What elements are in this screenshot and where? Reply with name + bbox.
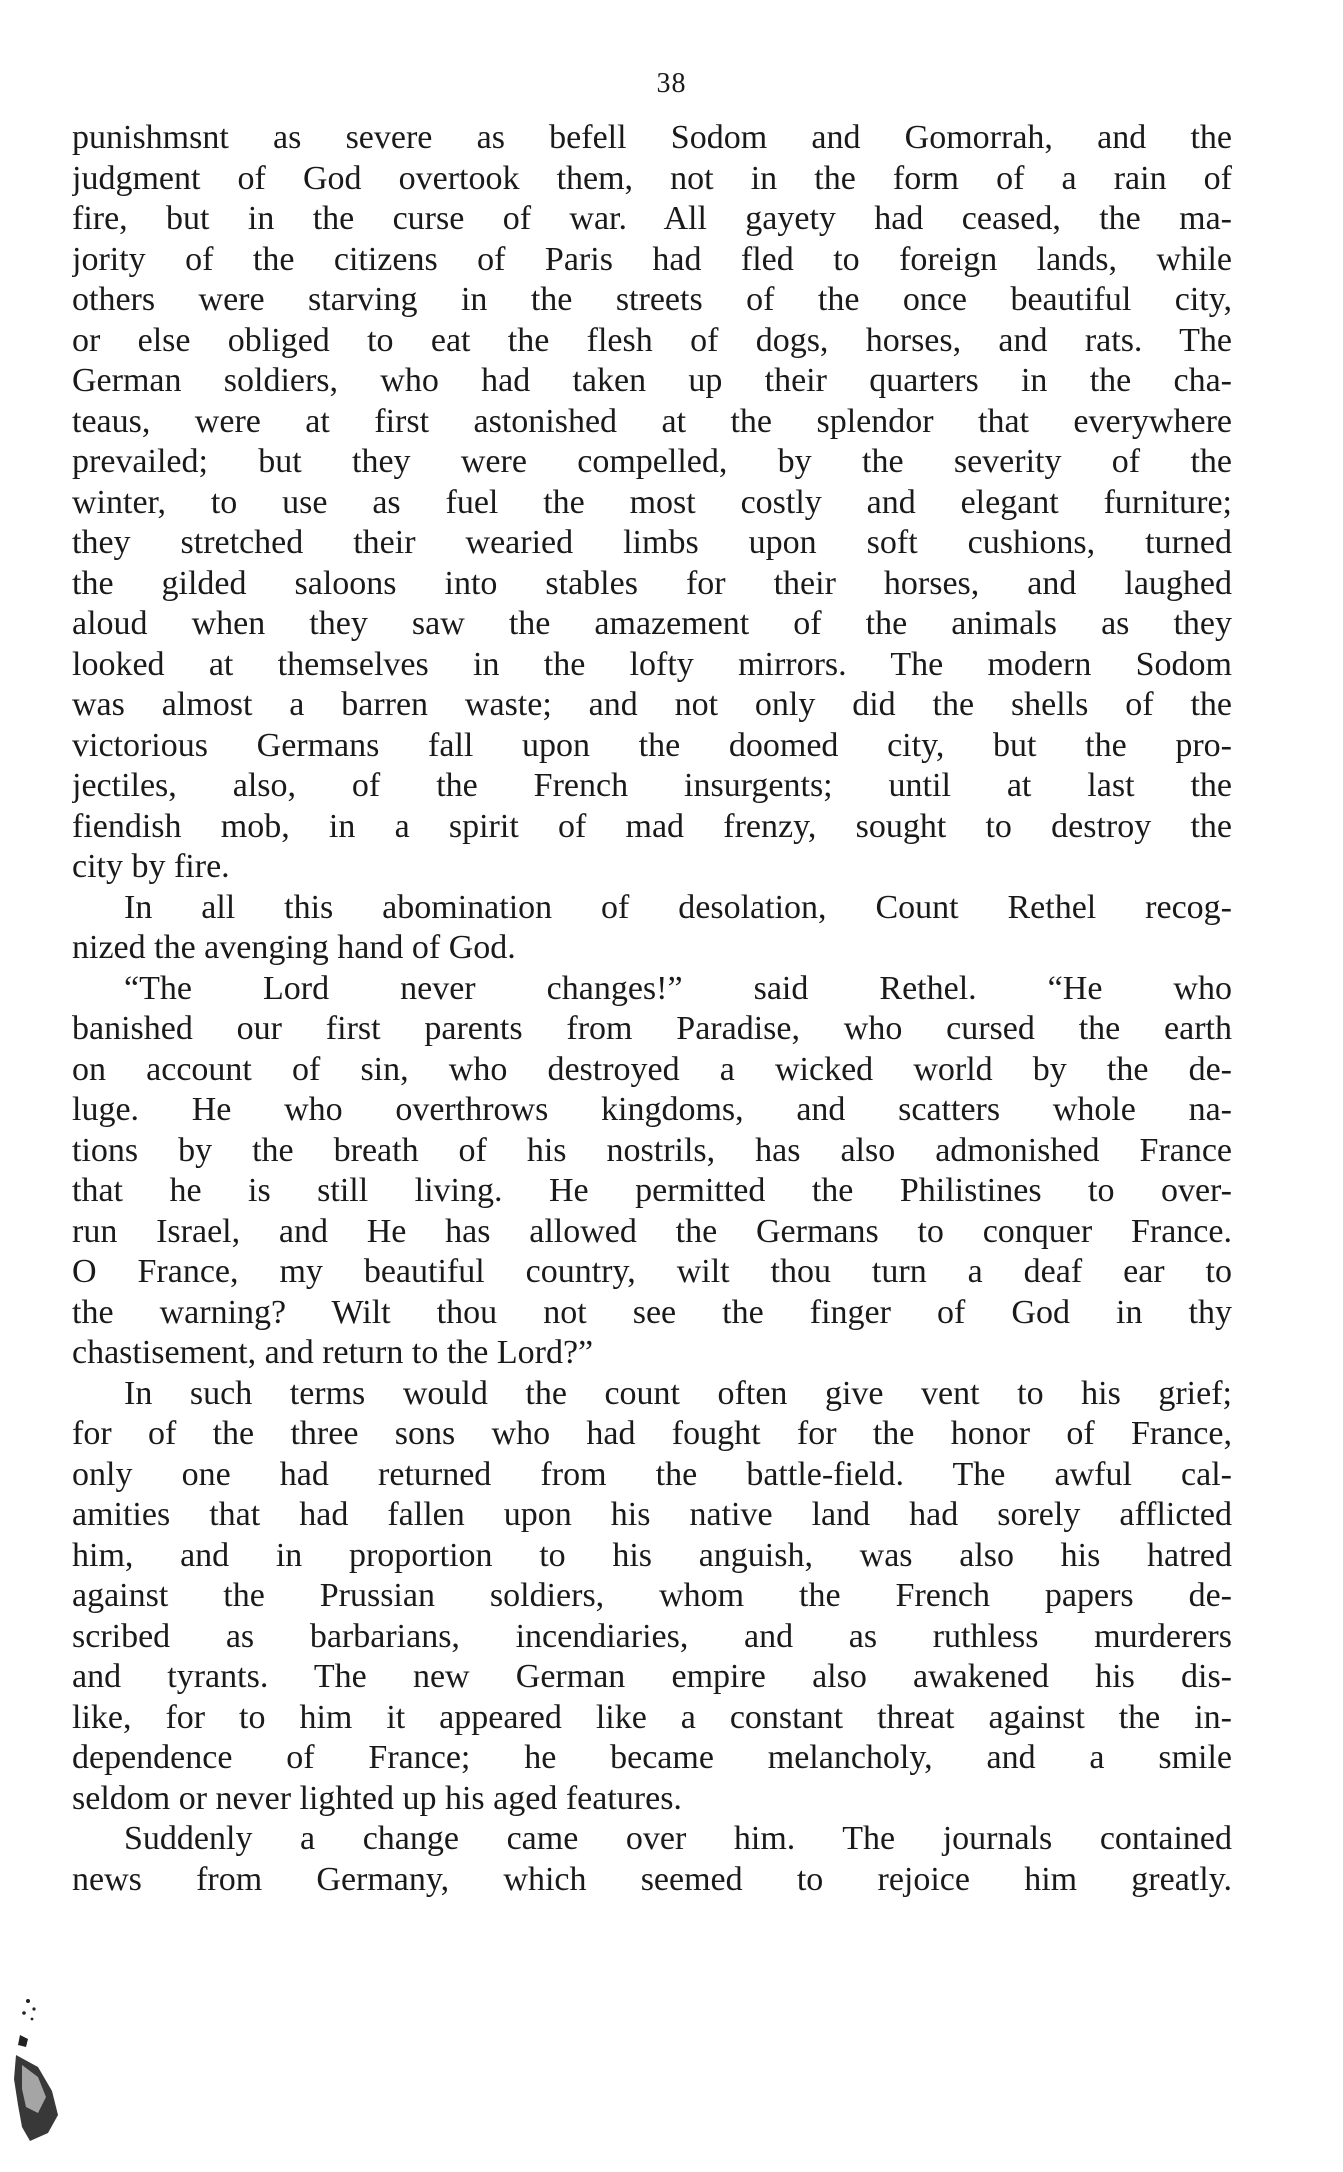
body-text (72, 118, 1232, 1900)
text-line: luge. He who overthrows kingdoms, and scatters whole na- (72, 1091, 1232, 1128)
text-line: Suddenly a change came over him. The journals contained (124, 1820, 1232, 1857)
text-line: fire, but in the curse of war. All gayety had ceased, the ma- (72, 200, 1232, 237)
text-line: In all this abomination of desolation, Count Rethel recog- (124, 888, 1232, 926)
text-line: punishmsnt as severe as befell Sodom and Gomorrah, and the (72, 119, 1232, 156)
text-line: that he is still living. He permitted the Philistines to over- (72, 1172, 1232, 1209)
text-line: and tyrants. The new German empire also awakened his dis- (72, 1658, 1232, 1695)
text-line: fiendish mob, in a spirit of mad frenzy, sought to destroy the (72, 807, 1232, 845)
text-line: victorious Germans fall upon the doomed city, but the pro- (72, 726, 1232, 764)
text-line: run Israel, and He has allowed the Germans to conquer France. (72, 1212, 1232, 1250)
text-line: jectiles, also, of the French insurgents; until at last the (72, 767, 1232, 804)
library-stamp-icon (8, 1995, 64, 2145)
text-line: seldom or never lighted up his aged features. (72, 1779, 682, 1817)
text-line: scribed as barbarians, incendiaries, and as ruthless murderers (72, 1617, 1232, 1655)
text-line: “The Lord never changes!” said Rethel. “He who (124, 969, 1232, 1007)
page-number: 38 (656, 68, 687, 99)
text-line: dependence of France; he became melancholy, and a smile (72, 1739, 1232, 1776)
text-line: looked at themselves in the lofty mirrors. The modern Sodom (72, 645, 1232, 683)
text-line: news from Germany, which seemed to rejoice him greatly. (72, 1860, 1232, 1898)
text-line: winter, to use as fuel the most costly and elegant furniture; (72, 483, 1232, 521)
text-line: the gilded saloons into stables for their horses, and laughed (72, 564, 1232, 602)
text-line: tions by the breath of his nostrils, has also admonished France (72, 1131, 1232, 1169)
text-line: was almost a barren waste; and not only did the shells of the (72, 686, 1232, 723)
text-line: aloud when they saw the amazement of the animals as they (72, 605, 1232, 642)
text-line: or else obliged to eat the flesh of dogs, horses, and rats. The (72, 321, 1232, 359)
text-line: O France, my beautiful country, wilt thou turn a deaf ear to (72, 1253, 1232, 1290)
text-line: for of the three sons who had fought for the honor of France, (72, 1415, 1232, 1452)
text-line: like, for to him it appeared like a constant threat against the in- (72, 1698, 1232, 1736)
text-line: teaus, were at first astonished at the splendor that everywhere (72, 402, 1232, 440)
text-line: judgment of God overtook them, not in the form of a rain of (72, 159, 1232, 197)
text-line: prevailed; but they were compelled, by the severity of the (72, 443, 1232, 480)
text-line: banished our first parents from Paradise, who cursed the earth (72, 1010, 1232, 1047)
text-line: him, and in proportion to his anguish, was also his hatred (72, 1536, 1232, 1574)
text-line: others were starving in the streets of the once beautiful city, (72, 281, 1232, 318)
text-line: they stretched their wearied limbs upon soft cushions, turned (72, 524, 1232, 561)
text-line: In such terms would the count often give vent to his grief; (124, 1374, 1232, 1412)
text-line: jority of the citizens of Paris had fled to foreign lands, while (72, 240, 1232, 278)
text-line: the warning? Wilt thou not see the finger of God in thy (72, 1293, 1232, 1331)
text-line: against the Prussian soldiers, whom the French papers de- (72, 1577, 1232, 1614)
text-line: only one had returned from the battle-field. The awful cal- (72, 1455, 1232, 1493)
text-line: nized the avenging hand of God. (72, 929, 516, 966)
text-line: chastisement, and return to the Lord?” (72, 1334, 594, 1371)
text-line: amities that had fallen upon his native land had sorely afflicted (72, 1496, 1232, 1533)
text-line: German soldiers, who had taken up their quarters in the cha- (72, 362, 1232, 399)
text-line: city by fire. (72, 848, 230, 885)
text-line: on account of sin, who destroyed a wicked world by the de- (72, 1050, 1232, 1088)
